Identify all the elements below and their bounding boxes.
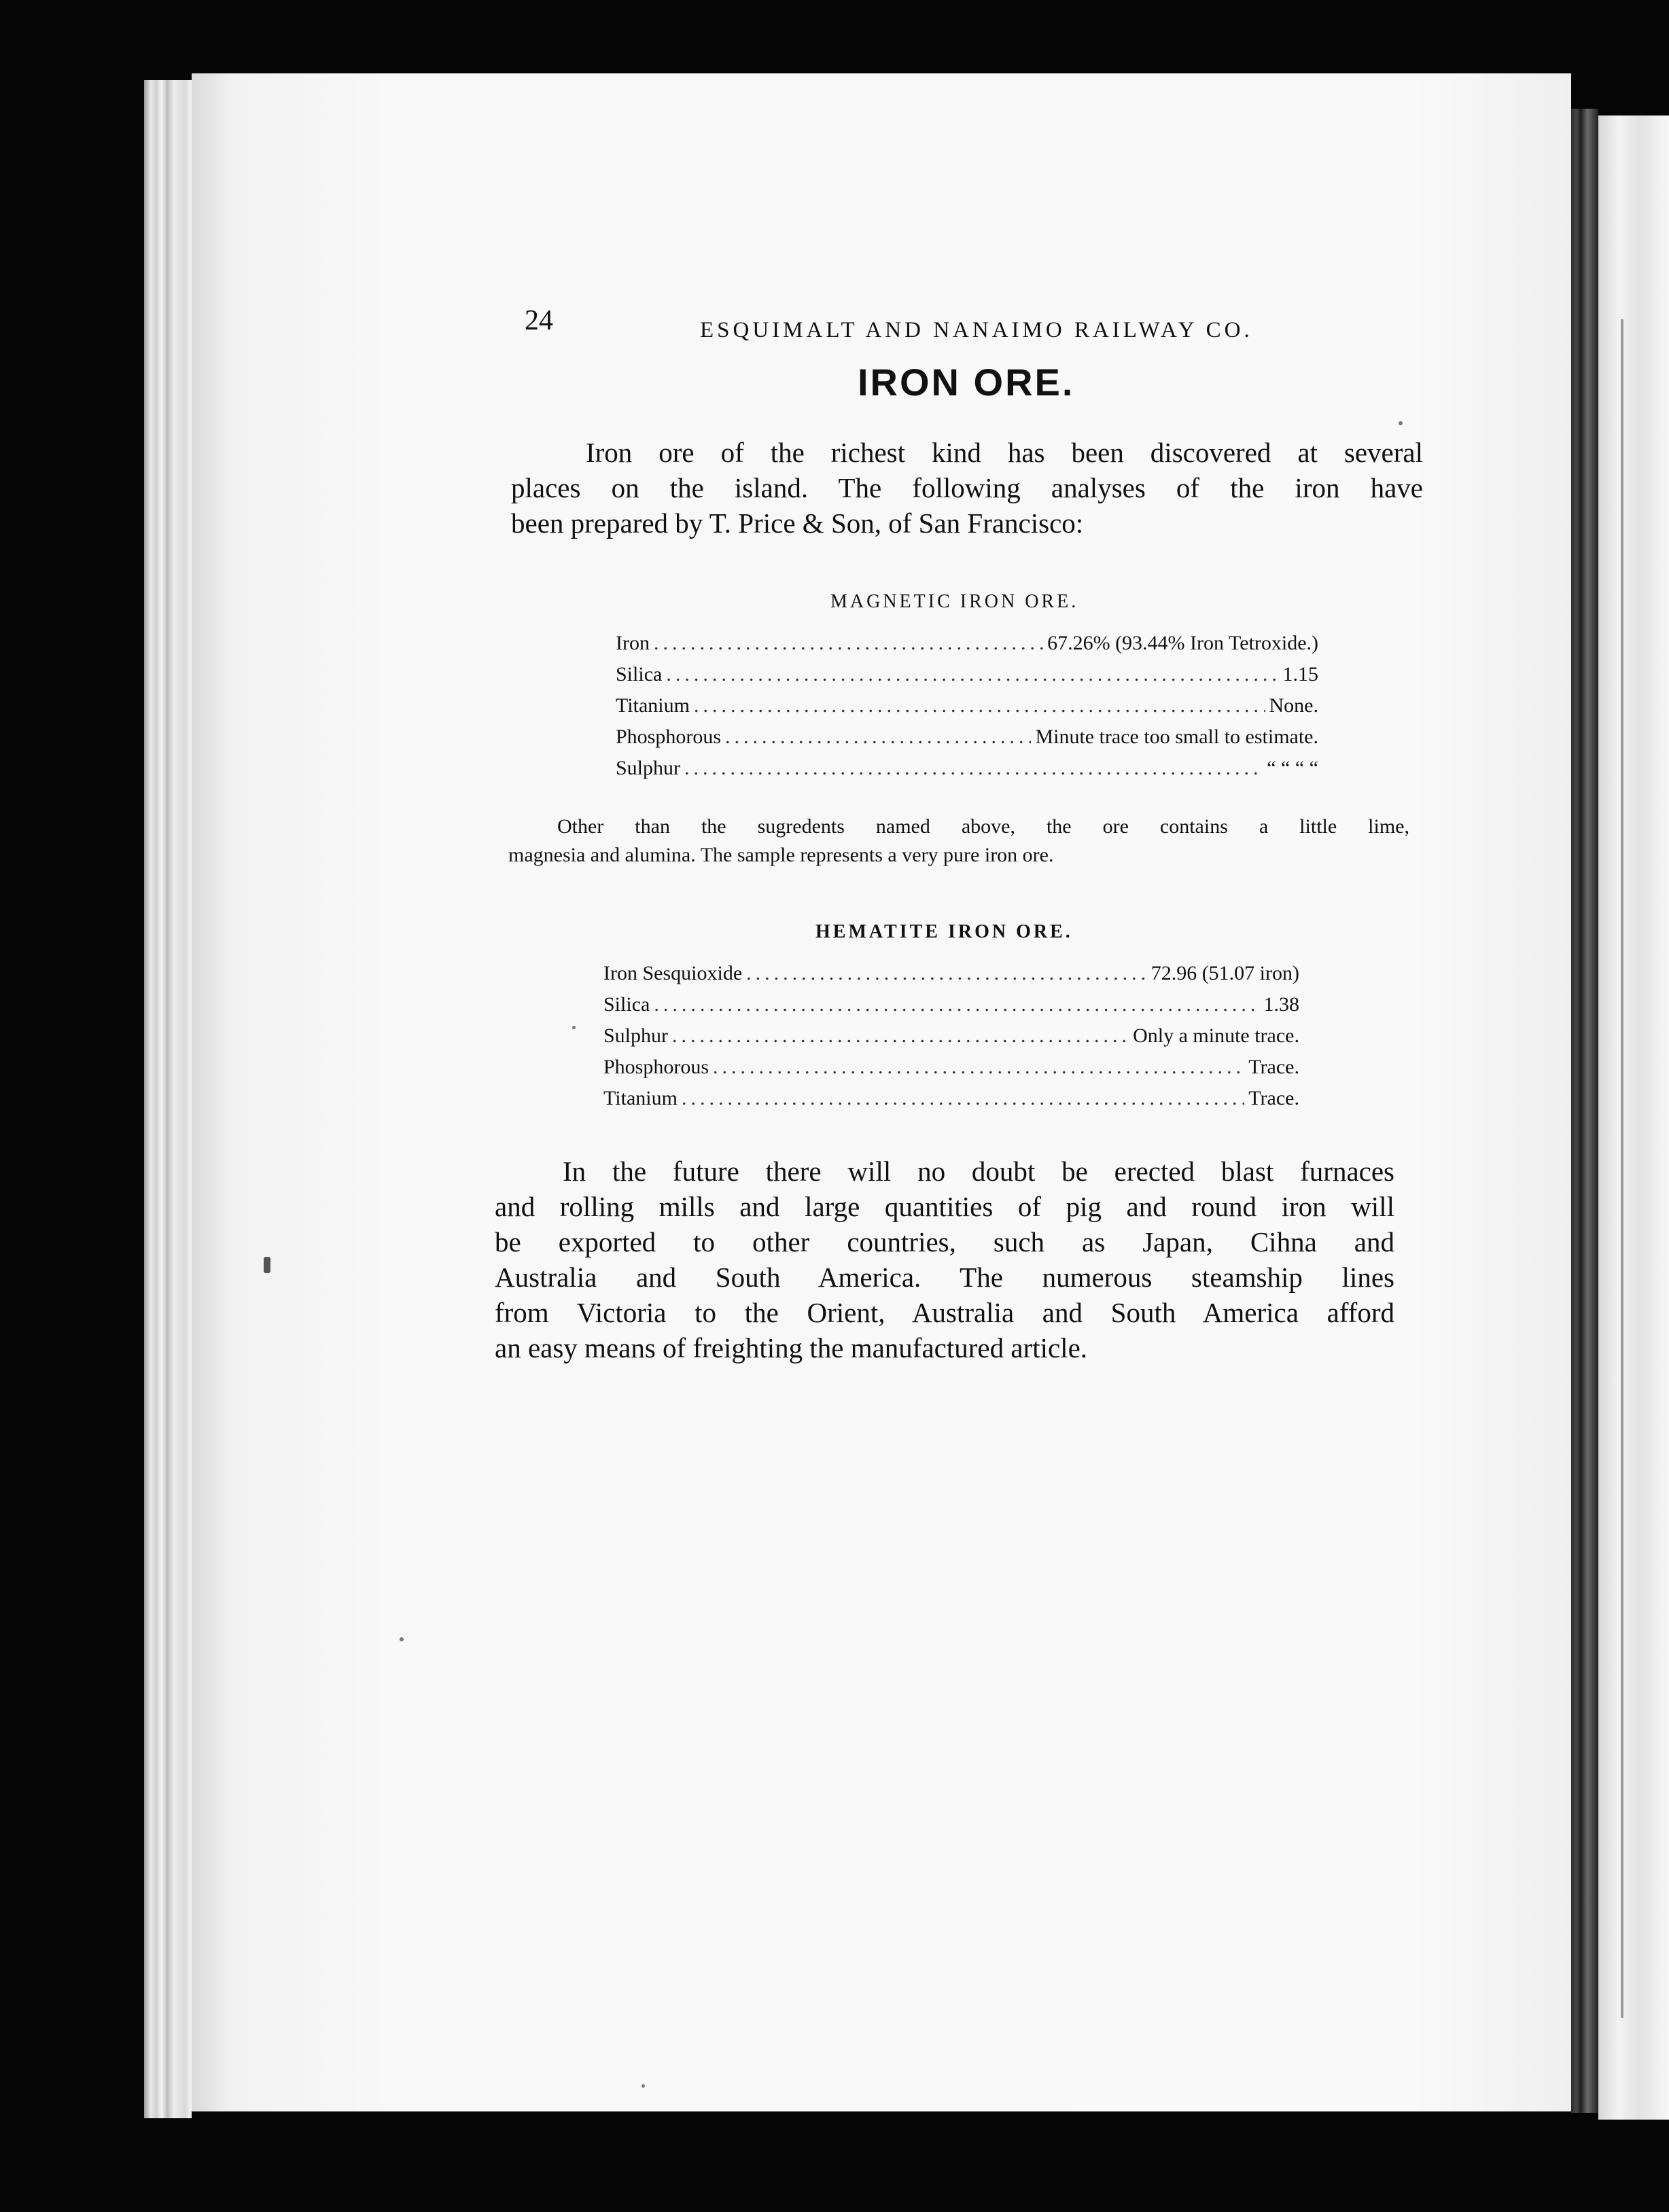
row-name: Sulphur [603,1024,669,1047]
book-left-edge [144,80,192,2118]
row-value: “ “ “ “ [1267,757,1318,779]
table-row [603,958,1299,989]
table-row [616,659,1318,690]
closing-line: and rolling mills and large quantities of pig and round iron will [495,1191,1394,1222]
closing-line: an easy means of freighting the manufactured article. [495,1332,1088,1363]
closing-line: In the future there will no doubt be erected blast furnaces [563,1156,1394,1187]
leader-dots [654,989,1259,1020]
intro-line: places on the island. The following analyses of the iron have [511,472,1423,503]
row-value: 1.38 [1263,993,1299,1016]
closing-line: Australia and South America. The numerous steamship lines [495,1262,1394,1293]
hematite-analysis-table [603,958,1299,1114]
closing-paragraph [495,1154,1394,1366]
row-name: Phosphorous [603,1056,709,1078]
closing-line: be exported to other countries, such as Japan, Cihna and [495,1226,1394,1257]
leader-dots [672,1020,1129,1052]
leader-dots [694,690,1265,721]
closing-line: from Victoria to the Orient, Australia and South America afford [495,1297,1394,1328]
leader-dots [684,753,1263,784]
table-row [616,690,1318,721]
table-row [603,1020,1299,1052]
intro-line: Iron ore of the richest kind has been discovered at several [586,437,1423,468]
table-row [603,989,1299,1020]
page-number: 24 [525,305,553,336]
row-name: Phosphorous [616,726,722,748]
row-value: 1.15 [1282,663,1318,685]
leader-dots [725,721,1031,753]
page-title: IRON ORE. [858,361,1075,404]
row-value: Only a minute trace. [1133,1024,1299,1047]
row-name: Sulphur [616,757,681,779]
row-value: Minute trace too small to estimate. [1035,726,1318,748]
intro-paragraph [511,435,1423,541]
table-row [603,1083,1299,1114]
leader-dots [654,628,1043,659]
note-line: Other than the sugredents named above, the ore contains a little lime, [557,815,1409,838]
note-paragraph [508,813,1409,870]
row-value: Trace. [1248,1056,1299,1078]
table-row [616,721,1318,753]
row-value: 72.96 (51.07 iron) [1150,962,1299,984]
table-row [616,628,1318,659]
row-value: 67.26% (93.44% Iron Tetroxide.) [1047,632,1318,654]
leader-dots [682,1083,1244,1114]
row-value: None. [1269,694,1318,717]
note-line: magnesia and alumina. The sample represents a very pure iron ore. [508,844,1054,866]
row-name: Silica [603,993,650,1016]
row-name: Iron Sesquioxide [603,962,743,984]
row-name: Silica [616,663,663,685]
leader-dots [666,659,1278,690]
facing-page-line [1621,319,1623,2018]
row-name: Titanium [603,1087,678,1109]
leader-dots [713,1052,1244,1083]
facing-page-edge [1598,115,1669,2120]
running-head: ESQUIMALT AND NANAIMO RAILWAY CO. [700,318,1253,342]
row-name: Titanium [616,694,690,717]
row-name: Iron [616,632,650,654]
leader-dots [746,958,1147,989]
hematite-heading: HEMATITE IRON ORE. [815,921,1073,942]
table-row [603,1052,1299,1083]
intro-line: been prepared by T. Price & Son, of San Francisco: [511,507,1084,539]
book-gutter-fold [1571,109,1598,2113]
magnetic-heading: MAGNETIC IRON ORE. [830,591,1079,612]
row-value: Trace. [1248,1087,1299,1109]
magnetic-analysis-table [616,628,1318,784]
table-row [616,753,1318,784]
